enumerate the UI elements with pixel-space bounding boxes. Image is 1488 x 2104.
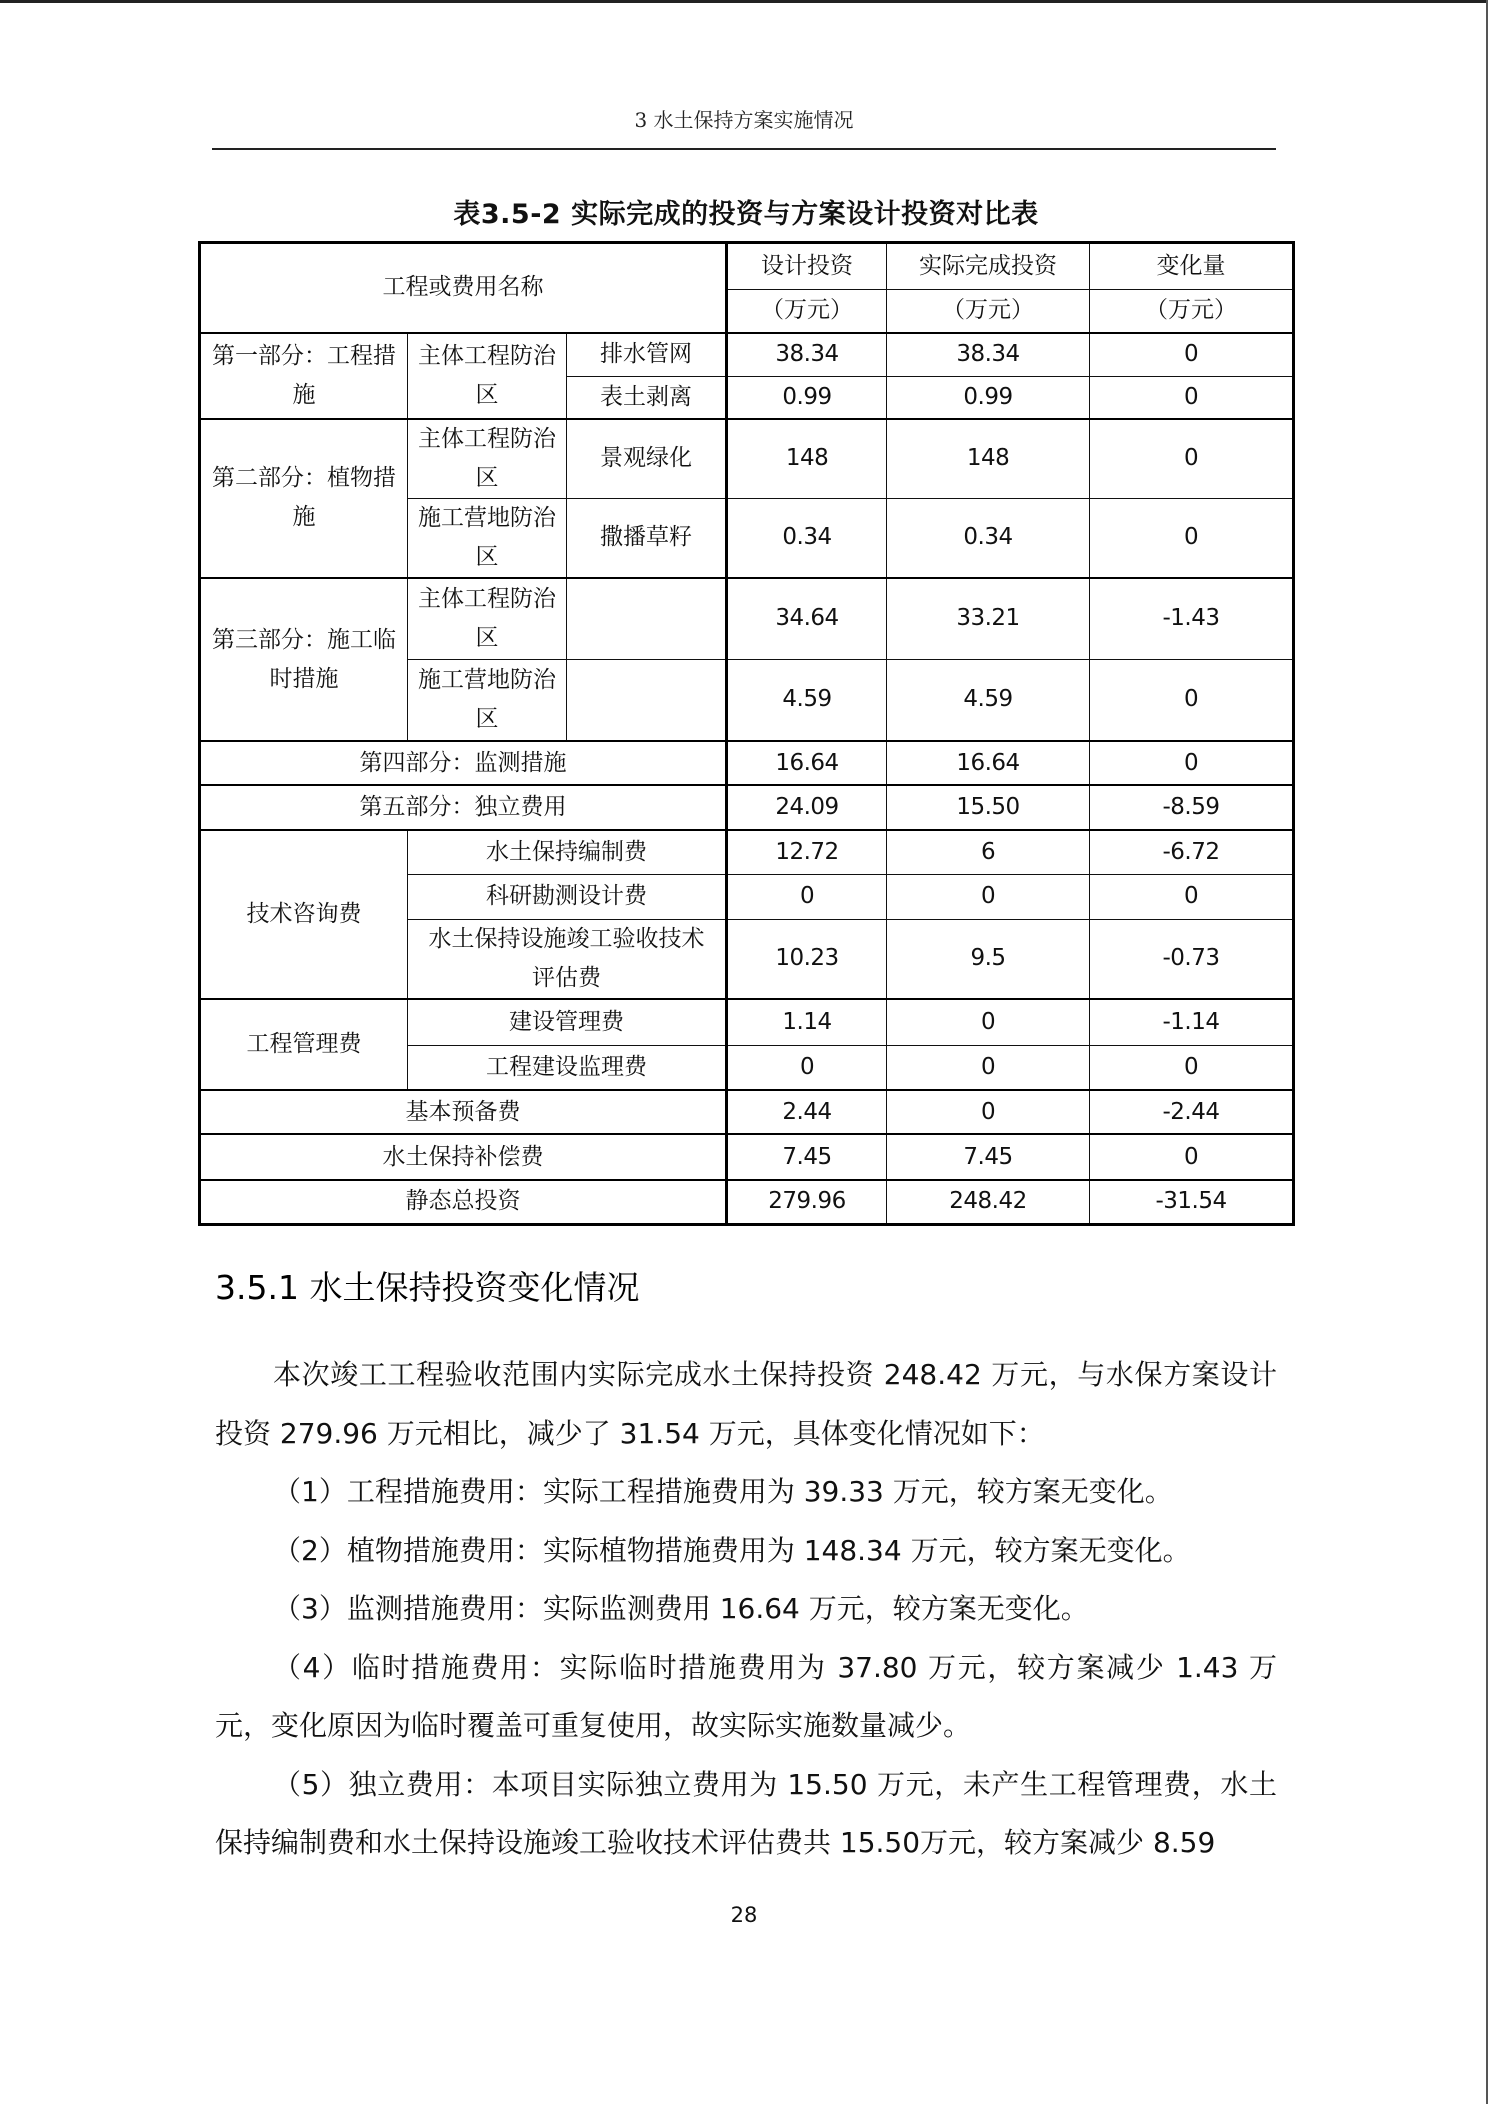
change-value: 0 — [1090, 659, 1294, 741]
item-name: 水土保持编制费 — [408, 830, 727, 874]
design-value: 0 — [727, 874, 887, 919]
reserve-label: 基本预备费 — [200, 1090, 727, 1134]
actual-value: 248.42 — [887, 1180, 1090, 1224]
change-value: -6.72 — [1090, 830, 1294, 874]
paragraph-item-2: （2）植物措施费用：实际植物措施费用为 148.34 万元，较方案无变化。 — [273, 1533, 1191, 1567]
table-row — [200, 741, 1294, 785]
zone-label: 主体工程防治区 — [408, 419, 567, 499]
part2-label: 第二部分：植物措施 — [200, 419, 408, 579]
change-value: -31.54 — [1090, 1180, 1294, 1224]
item-name: 表土剥离 — [567, 377, 727, 419]
section-body — [215, 1346, 1277, 1873]
change-value: 0 — [1090, 741, 1294, 785]
change-value: -1.14 — [1090, 999, 1294, 1045]
table-row — [200, 578, 1294, 659]
header-name: 工程或费用名称 — [200, 243, 727, 333]
table-row — [200, 1134, 1294, 1180]
table-caption: 表3.5-2 实际完成的投资与方案设计投资对比表 — [453, 199, 1039, 230]
design-value: 12.72 — [727, 830, 887, 874]
item-name: 建设管理费 — [408, 999, 727, 1045]
design-value: 34.64 — [727, 578, 887, 659]
design-value: 1.14 — [727, 999, 887, 1045]
item-name: 撒播草籽 — [567, 498, 727, 578]
actual-value: 15.50 — [887, 785, 1090, 830]
actual-value: 0 — [887, 874, 1090, 919]
actual-value: 4.59 — [887, 659, 1090, 741]
change-value: 0 — [1090, 874, 1294, 919]
consult-label: 技术咨询费 — [200, 830, 408, 999]
paragraph-item-4: （4）临时措施费用：实际临时措施费用为 37.80 万元，较方案减少 1.43 万元，变化原因为临时覆盖可重复使用，故实际实施数量减少。 — [215, 1650, 1277, 1742]
change-value: 0 — [1090, 377, 1294, 419]
design-value: 16.64 — [727, 741, 887, 785]
design-value: 0 — [727, 1045, 887, 1090]
change-value: -2.44 — [1090, 1090, 1294, 1134]
actual-value: 0.99 — [887, 377, 1090, 419]
actual-value: 33.21 — [887, 578, 1090, 659]
item-name: 工程建设监理费 — [408, 1045, 727, 1090]
page-number: 28 — [730, 1903, 758, 1927]
design-value: 0.99 — [727, 377, 887, 419]
change-value: 0 — [1090, 498, 1294, 578]
part5-label: 第五部分：独立费用 — [200, 785, 727, 830]
design-value: 279.96 — [727, 1180, 887, 1224]
actual-value: 0 — [887, 999, 1090, 1045]
paragraph-item-1: （1）工程措施费用：实际工程措施费用为 39.33 万元，较方案无变化。 — [273, 1475, 1173, 1508]
table-row — [200, 830, 1294, 874]
change-value: -1.43 — [1090, 578, 1294, 659]
item-name: 水土保持设施竣工验收技术评估费 — [408, 919, 727, 999]
section-heading: 3.5.1 水土保持投资变化情况 — [215, 1268, 640, 1307]
design-value: 0.34 — [727, 498, 887, 578]
design-value: 10.23 — [727, 919, 887, 999]
paragraph-intro: 本次竣工工程验收范围内实际完成水土保持投资 248.42 万元，与水保方案设计投资 279.96 万元相比，减少了 31.54 万元，具体变化情况如下： — [215, 1358, 1277, 1450]
actual-value: 148 — [887, 419, 1090, 499]
header-unit-change: （万元） — [1090, 290, 1294, 333]
item-name: 排水管网 — [567, 333, 727, 377]
actual-value: 38.34 — [887, 333, 1090, 377]
design-value: 4.59 — [727, 659, 887, 741]
table-row — [200, 999, 1294, 1045]
paragraph-item-3: （3）监测措施费用：实际监测费用 16.64 万元，较方案无变化。 — [273, 1592, 1089, 1625]
header-unit-actual: （万元） — [887, 290, 1090, 333]
design-value: 24.09 — [727, 785, 887, 830]
paragraph-item-5: （5）独立费用：本项目实际独立费用为 15.50 万元，未产生工程管理费，水土保持编制费和水土保持设施竣工验收技术评估费共 15.50万元，较方案减少 8.59 — [215, 1767, 1277, 1859]
table-row — [200, 419, 1294, 499]
part3-label: 第三部分：施工临时措施 — [200, 578, 408, 741]
zone-label: 主体工程防治区 — [408, 578, 567, 659]
table-row — [200, 333, 1294, 377]
header-actual: 实际完成投资 — [887, 243, 1090, 290]
part1-label: 第一部分：工程措施 — [200, 333, 408, 419]
actual-value: 7.45 — [887, 1134, 1090, 1180]
design-value: 2.44 — [727, 1090, 887, 1134]
table-row — [200, 785, 1294, 830]
header-change: 变化量 — [1090, 243, 1294, 290]
actual-value: 0 — [887, 1045, 1090, 1090]
actual-value: 6 — [887, 830, 1090, 874]
item-name — [567, 659, 727, 741]
actual-value: 0 — [887, 1090, 1090, 1134]
change-value: -0.73 — [1090, 919, 1294, 999]
actual-value: 0.34 — [887, 498, 1090, 578]
zone-label: 施工营地防治区 — [408, 498, 567, 578]
table-row — [200, 1090, 1294, 1134]
table-row-total — [200, 1180, 1294, 1224]
item-name — [567, 578, 727, 659]
actual-value: 9.5 — [887, 919, 1090, 999]
change-value: 0 — [1090, 419, 1294, 499]
part1-zone: 主体工程防治区 — [408, 333, 567, 419]
investment-comparison-table — [198, 241, 1295, 1226]
change-value: -8.59 — [1090, 785, 1294, 830]
change-value: 0 — [1090, 333, 1294, 377]
page-top-edge — [0, 0, 1488, 3]
change-value: 0 — [1090, 1134, 1294, 1180]
change-value: 0 — [1090, 1045, 1294, 1090]
design-value: 38.34 — [727, 333, 887, 377]
total-label: 静态总投资 — [200, 1180, 727, 1224]
mgmt-label: 工程管理费 — [200, 999, 408, 1090]
compensation-label: 水土保持补偿费 — [200, 1134, 727, 1180]
header-rule — [212, 148, 1276, 150]
item-name: 景观绿化 — [567, 419, 727, 499]
design-value: 7.45 — [727, 1134, 887, 1180]
running-header: 3 水土保持方案实施情况 — [634, 108, 854, 132]
header-unit-design: （万元） — [727, 290, 887, 333]
actual-value: 16.64 — [887, 741, 1090, 785]
item-name: 科研勘测设计费 — [408, 874, 727, 919]
zone-label: 施工营地防治区 — [408, 659, 567, 741]
header-design: 设计投资 — [727, 243, 887, 290]
part4-label: 第四部分：监测措施 — [200, 741, 727, 785]
design-value: 148 — [727, 419, 887, 499]
